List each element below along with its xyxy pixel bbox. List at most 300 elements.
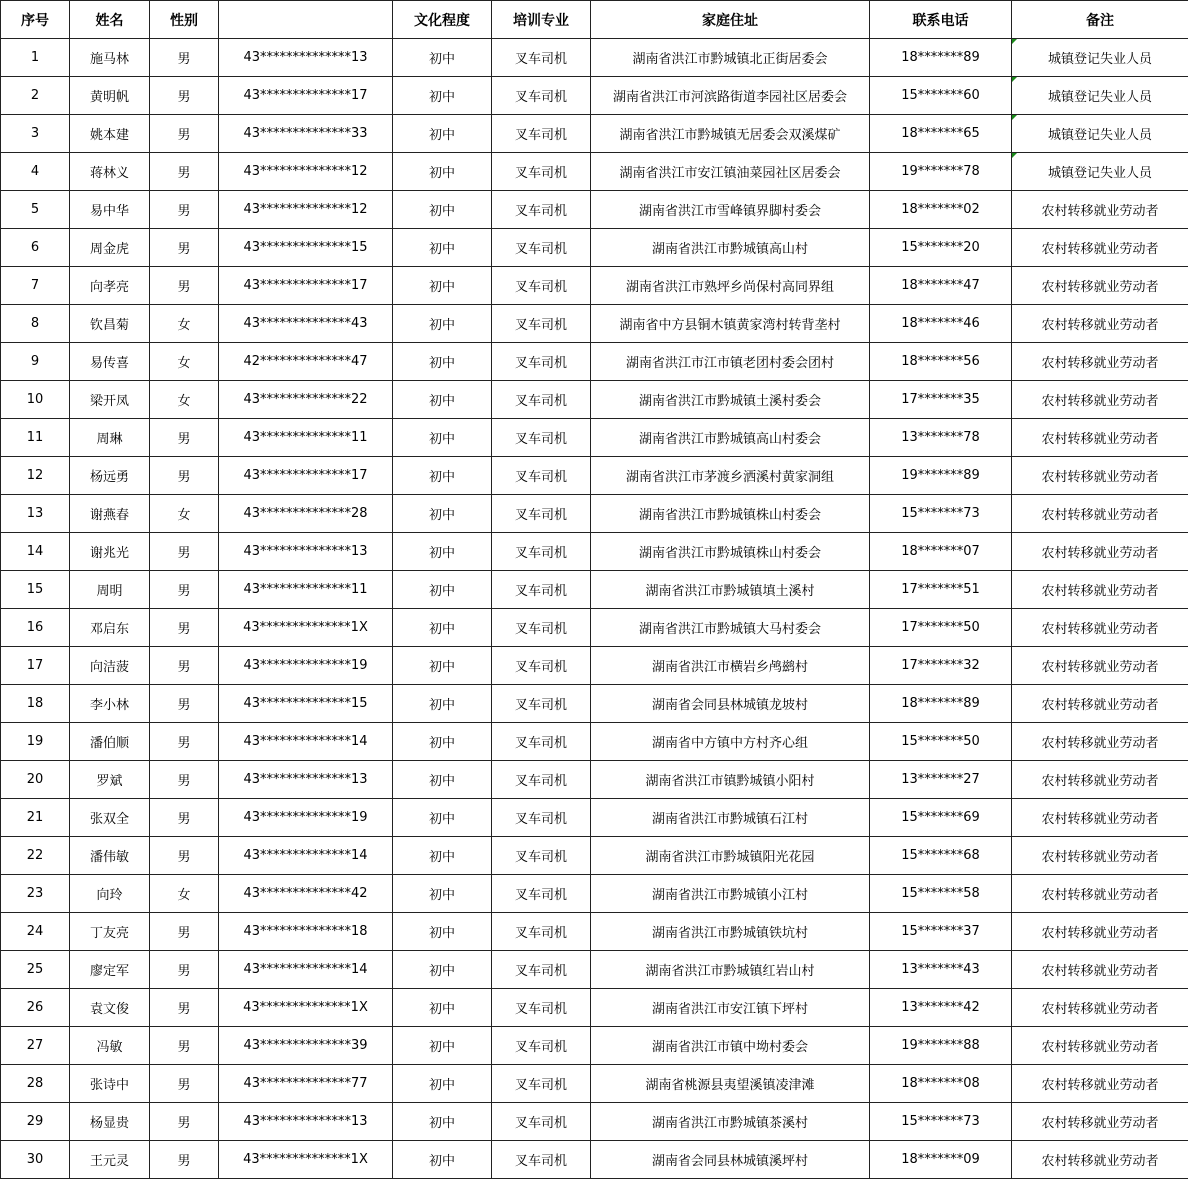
cell-no: 9 (1, 343, 70, 381)
table-row (1, 761, 1188, 799)
cell-note: 农村转移就业劳动者 (1012, 875, 1188, 913)
cell-name: 钦昌菊 (70, 305, 150, 343)
cell-education: 初中 (393, 381, 492, 419)
cell-address: 湖南省洪江市镇黔城镇小阳村 (591, 761, 870, 799)
cell-id-number: 43**************12 (219, 191, 393, 229)
cell-name: 杨远勇 (70, 457, 150, 495)
cell-phone: 18*******08 (870, 1065, 1012, 1103)
cell-note: 农村转移就业劳动者 (1012, 799, 1188, 837)
table-row (1, 723, 1188, 761)
cell-phone: 17*******32 (870, 647, 1012, 685)
table-row (1, 153, 1188, 191)
cell-id-number: 43**************33 (219, 115, 393, 153)
cell-major: 叉车司机 (492, 153, 591, 191)
cell-gender: 男 (150, 571, 219, 609)
cell-note: 农村转移就业劳动者 (1012, 381, 1188, 419)
cell-note: 农村转移就业劳动者 (1012, 343, 1188, 381)
cell-address: 湖南省洪江市镇中坳村委会 (591, 1027, 870, 1065)
cell-phone: 15*******50 (870, 723, 1012, 761)
cell-name: 黄明帆 (70, 77, 150, 115)
cell-name: 张双全 (70, 799, 150, 837)
cell-major: 叉车司机 (492, 457, 591, 495)
cell-id-number: 43**************11 (219, 419, 393, 457)
table-row (1, 495, 1188, 533)
cell-id-number: 43**************17 (219, 77, 393, 115)
cell-note: 农村转移就业劳动者 (1012, 609, 1188, 647)
cell-id-number: 43**************15 (219, 685, 393, 723)
cell-major: 叉车司机 (492, 1065, 591, 1103)
cell-note: 城镇登记失业人员 (1012, 77, 1188, 115)
cell-no: 16 (1, 609, 70, 647)
cell-id-number: 43**************14 (219, 951, 393, 989)
cell-name: 梁开凤 (70, 381, 150, 419)
cell-name: 向孝亮 (70, 267, 150, 305)
cell-major: 叉车司机 (492, 951, 591, 989)
cell-no: 11 (1, 419, 70, 457)
cell-note: 农村转移就业劳动者 (1012, 761, 1188, 799)
table-row (1, 1103, 1188, 1141)
cell-address: 湖南省桃源县夷望溪镇凌津滩 (591, 1065, 870, 1103)
cell-education: 初中 (393, 761, 492, 799)
cell-major: 叉车司机 (492, 837, 591, 875)
cell-phone: 18*******65 (870, 115, 1012, 153)
cell-education: 初中 (393, 685, 492, 723)
cell-note: 农村转移就业劳动者 (1012, 913, 1188, 951)
cell-no: 20 (1, 761, 70, 799)
table-row (1, 419, 1188, 457)
cell-gender: 女 (150, 305, 219, 343)
cell-major: 叉车司机 (492, 419, 591, 457)
cell-name: 周金虎 (70, 229, 150, 267)
cell-note: 农村转移就业劳动者 (1012, 305, 1188, 343)
table-row (1, 647, 1188, 685)
cell-major: 叉车司机 (492, 305, 591, 343)
cell-education: 初中 (393, 533, 492, 571)
cell-no: 30 (1, 1141, 70, 1179)
table-row (1, 1141, 1188, 1179)
cell-note: 农村转移就业劳动者 (1012, 685, 1188, 723)
cell-note: 城镇登记失业人员 (1012, 153, 1188, 191)
cell-phone: 18*******89 (870, 39, 1012, 77)
cell-phone: 18*******56 (870, 343, 1012, 381)
cell-gender: 男 (150, 457, 219, 495)
cell-address: 湖南省洪江市黔城镇阳光花园 (591, 837, 870, 875)
cell-gender: 男 (150, 267, 219, 305)
cell-education: 初中 (393, 1027, 492, 1065)
header-name: 姓名 (70, 1, 150, 39)
cell-note: 农村转移就业劳动者 (1012, 495, 1188, 533)
cell-id-number: 43**************19 (219, 647, 393, 685)
cell-name: 丁友亮 (70, 913, 150, 951)
cell-address: 湖南省洪江市雪峰镇界脚村委会 (591, 191, 870, 229)
cell-no: 7 (1, 267, 70, 305)
cell-phone: 15*******20 (870, 229, 1012, 267)
table-row (1, 837, 1188, 875)
cell-major: 叉车司机 (492, 381, 591, 419)
cell-gender: 男 (150, 77, 219, 115)
header-row (1, 1, 1188, 39)
cell-name: 邓启东 (70, 609, 150, 647)
cell-note: 农村转移就业劳动者 (1012, 229, 1188, 267)
cell-no: 17 (1, 647, 70, 685)
cell-name: 谢燕春 (70, 495, 150, 533)
cell-id-number: 43**************13 (219, 39, 393, 77)
cell-phone: 19*******78 (870, 153, 1012, 191)
cell-address: 湖南省洪江市安江镇油菜园社区居委会 (591, 153, 870, 191)
cell-education: 初中 (393, 115, 492, 153)
cell-id-number: 43**************18 (219, 913, 393, 951)
cell-phone: 15*******73 (870, 495, 1012, 533)
cell-gender: 女 (150, 495, 219, 533)
cell-id-number: 43**************1X (219, 989, 393, 1027)
cell-gender: 男 (150, 647, 219, 685)
cell-no: 28 (1, 1065, 70, 1103)
cell-name: 杨显贵 (70, 1103, 150, 1141)
cell-name: 向玲 (70, 875, 150, 913)
cell-address: 湖南省洪江市黔城镇株山村委会 (591, 495, 870, 533)
cell-major: 叉车司机 (492, 495, 591, 533)
cell-name: 张诗中 (70, 1065, 150, 1103)
cell-phone: 13*******42 (870, 989, 1012, 1027)
cell-phone: 18*******09 (870, 1141, 1012, 1179)
cell-address: 湖南省洪江市河滨路街道李园社区居委会 (591, 77, 870, 115)
cell-gender: 女 (150, 875, 219, 913)
cell-no: 15 (1, 571, 70, 609)
cell-address: 湖南省洪江市黔城镇红岩山村 (591, 951, 870, 989)
table-row (1, 685, 1188, 723)
cell-major: 叉车司机 (492, 39, 591, 77)
cell-phone: 17*******51 (870, 571, 1012, 609)
table-row (1, 77, 1188, 115)
table-body (1, 39, 1188, 1179)
cell-major: 叉车司机 (492, 799, 591, 837)
cell-address: 湖南省洪江市横岩乡鸬鹚村 (591, 647, 870, 685)
cell-id-number: 43**************13 (219, 761, 393, 799)
cell-name: 易中华 (70, 191, 150, 229)
header-phone: 联系电话 (870, 1, 1012, 39)
cell-major: 叉车司机 (492, 685, 591, 723)
cell-name: 蒋林义 (70, 153, 150, 191)
cell-id-number: 43**************28 (219, 495, 393, 533)
cell-phone: 15*******69 (870, 799, 1012, 837)
cell-name: 施马林 (70, 39, 150, 77)
cell-education: 初中 (393, 305, 492, 343)
cell-id-number: 43**************17 (219, 457, 393, 495)
cell-name: 潘伟敏 (70, 837, 150, 875)
cell-major: 叉车司机 (492, 609, 591, 647)
cell-name: 向洁菠 (70, 647, 150, 685)
cell-major: 叉车司机 (492, 1103, 591, 1141)
cell-no: 4 (1, 153, 70, 191)
table-row (1, 115, 1188, 153)
cell-major: 叉车司机 (492, 571, 591, 609)
cell-education: 初中 (393, 495, 492, 533)
cell-phone: 19*******88 (870, 1027, 1012, 1065)
cell-education: 初中 (393, 913, 492, 951)
cell-no: 14 (1, 533, 70, 571)
cell-education: 初中 (393, 837, 492, 875)
cell-gender: 男 (150, 115, 219, 153)
cell-address: 湖南省洪江市黔城镇石江村 (591, 799, 870, 837)
cell-no: 25 (1, 951, 70, 989)
cell-no: 13 (1, 495, 70, 533)
cell-note: 农村转移就业劳动者 (1012, 1103, 1188, 1141)
cell-phone: 15*******73 (870, 1103, 1012, 1141)
cell-name: 罗斌 (70, 761, 150, 799)
header-major: 培训专业 (492, 1, 591, 39)
cell-note: 农村转移就业劳动者 (1012, 837, 1188, 875)
cell-no: 26 (1, 989, 70, 1027)
cell-note: 农村转移就业劳动者 (1012, 989, 1188, 1027)
table-row (1, 305, 1188, 343)
cell-education: 初中 (393, 571, 492, 609)
table-row (1, 229, 1188, 267)
cell-name: 冯敏 (70, 1027, 150, 1065)
cell-gender: 男 (150, 1065, 219, 1103)
cell-education: 初中 (393, 39, 492, 77)
cell-note: 农村转移就业劳动者 (1012, 647, 1188, 685)
table-row (1, 457, 1188, 495)
cell-name: 王元灵 (70, 1141, 150, 1179)
cell-education: 初中 (393, 1141, 492, 1179)
table-row (1, 533, 1188, 571)
cell-no: 24 (1, 913, 70, 951)
cell-education: 初中 (393, 989, 492, 1027)
cell-major: 叉车司机 (492, 343, 591, 381)
cell-no: 18 (1, 685, 70, 723)
cell-id-number: 43**************13 (219, 533, 393, 571)
cell-phone: 13*******78 (870, 419, 1012, 457)
cell-address: 湖南省洪江市茅渡乡洒溪村黄家洞组 (591, 457, 870, 495)
cell-gender: 男 (150, 191, 219, 229)
cell-address: 湖南省洪江市黔城镇无居委会双溪煤矿 (591, 115, 870, 153)
cell-note: 农村转移就业劳动者 (1012, 723, 1188, 761)
cell-id-number: 43**************15 (219, 229, 393, 267)
cell-no: 29 (1, 1103, 70, 1141)
cell-major: 叉车司机 (492, 989, 591, 1027)
cell-note: 农村转移就业劳动者 (1012, 533, 1188, 571)
cell-no: 27 (1, 1027, 70, 1065)
table-row (1, 343, 1188, 381)
cell-major: 叉车司机 (492, 1027, 591, 1065)
cell-phone: 18*******89 (870, 685, 1012, 723)
cell-gender: 男 (150, 419, 219, 457)
cell-no: 8 (1, 305, 70, 343)
cell-gender: 男 (150, 229, 219, 267)
table-row (1, 381, 1188, 419)
cell-major: 叉车司机 (492, 533, 591, 571)
cell-name: 易传喜 (70, 343, 150, 381)
table-header (1, 1, 1188, 39)
cell-major: 叉车司机 (492, 761, 591, 799)
cell-phone: 18*******02 (870, 191, 1012, 229)
cell-no: 3 (1, 115, 70, 153)
table-row (1, 799, 1188, 837)
cell-gender: 男 (150, 153, 219, 191)
cell-gender: 女 (150, 381, 219, 419)
cell-major: 叉车司机 (492, 875, 591, 913)
cell-note: 城镇登记失业人员 (1012, 39, 1188, 77)
cell-education: 初中 (393, 153, 492, 191)
cell-address: 湖南省洪江市黔城镇大马村委会 (591, 609, 870, 647)
cell-no: 1 (1, 39, 70, 77)
cell-major: 叉车司机 (492, 191, 591, 229)
cell-id-number: 43**************42 (219, 875, 393, 913)
cell-address: 湖南省洪江市黔城镇铁坑村 (591, 913, 870, 951)
table-row (1, 571, 1188, 609)
cell-major: 叉车司机 (492, 229, 591, 267)
cell-phone: 15*******58 (870, 875, 1012, 913)
cell-major: 叉车司机 (492, 1141, 591, 1179)
cell-education: 初中 (393, 191, 492, 229)
cell-no: 10 (1, 381, 70, 419)
cell-phone: 18*******46 (870, 305, 1012, 343)
cell-major: 叉车司机 (492, 913, 591, 951)
cell-phone: 13*******43 (870, 951, 1012, 989)
cell-gender: 男 (150, 799, 219, 837)
cell-id-number: 43**************1X (219, 609, 393, 647)
cell-id-number: 43**************43 (219, 305, 393, 343)
cell-phone: 13*******27 (870, 761, 1012, 799)
cell-note: 农村转移就业劳动者 (1012, 951, 1188, 989)
cell-gender: 女 (150, 343, 219, 381)
cell-phone: 17*******35 (870, 381, 1012, 419)
table-row (1, 951, 1188, 989)
cell-education: 初中 (393, 457, 492, 495)
cell-education: 初中 (393, 799, 492, 837)
cell-address: 湖南省洪江市黔城镇土溪村委会 (591, 381, 870, 419)
cell-major: 叉车司机 (492, 115, 591, 153)
cell-gender: 男 (150, 39, 219, 77)
cell-name: 李小林 (70, 685, 150, 723)
cell-gender: 男 (150, 685, 219, 723)
cell-note: 农村转移就业劳动者 (1012, 1141, 1188, 1179)
cell-address: 湖南省洪江市黔城镇高山村 (591, 229, 870, 267)
cell-name: 周明 (70, 571, 150, 609)
cell-note: 农村转移就业劳动者 (1012, 457, 1188, 495)
header-note: 备注 (1012, 1, 1188, 39)
table-row (1, 989, 1188, 1027)
cell-note: 农村转移就业劳动者 (1012, 571, 1188, 609)
cell-note: 农村转移就业劳动者 (1012, 419, 1188, 457)
cell-education: 初中 (393, 723, 492, 761)
cell-education: 初中 (393, 267, 492, 305)
cell-id-number: 43**************14 (219, 837, 393, 875)
table-row (1, 913, 1188, 951)
cell-gender: 男 (150, 951, 219, 989)
cell-id-number: 43**************19 (219, 799, 393, 837)
header-no: 序号 (1, 1, 70, 39)
cell-major: 叉车司机 (492, 723, 591, 761)
cell-name: 姚本建 (70, 115, 150, 153)
cell-phone: 15*******60 (870, 77, 1012, 115)
cell-name: 周琳 (70, 419, 150, 457)
cell-name: 潘伯顺 (70, 723, 150, 761)
cell-no: 22 (1, 837, 70, 875)
cell-address: 湖南省洪江市黔城镇小江村 (591, 875, 870, 913)
cell-education: 初中 (393, 875, 492, 913)
cell-id-number: 43**************11 (219, 571, 393, 609)
header-gender: 性别 (150, 1, 219, 39)
cell-address: 湖南省洪江市黔城镇填土溪村 (591, 571, 870, 609)
cell-education: 初中 (393, 343, 492, 381)
cell-gender: 男 (150, 609, 219, 647)
cell-no: 21 (1, 799, 70, 837)
cell-address: 湖南省中方镇中方村齐心组 (591, 723, 870, 761)
cell-id-number: 43**************39 (219, 1027, 393, 1065)
cell-education: 初中 (393, 647, 492, 685)
cell-phone: 18*******47 (870, 267, 1012, 305)
cell-address: 湖南省洪江市江市镇老团村委会团村 (591, 343, 870, 381)
cell-no: 5 (1, 191, 70, 229)
cell-major: 叉车司机 (492, 77, 591, 115)
cell-name: 廖定军 (70, 951, 150, 989)
cell-note: 农村转移就业劳动者 (1012, 1027, 1188, 1065)
table-row (1, 1065, 1188, 1103)
cell-gender: 男 (150, 989, 219, 1027)
cell-gender: 男 (150, 1027, 219, 1065)
cell-address: 湖南省洪江市安江镇下坪村 (591, 989, 870, 1027)
cell-education: 初中 (393, 1065, 492, 1103)
cell-no: 12 (1, 457, 70, 495)
cell-gender: 男 (150, 533, 219, 571)
cell-education: 初中 (393, 609, 492, 647)
table-row (1, 609, 1188, 647)
cell-id-number: 43**************22 (219, 381, 393, 419)
cell-no: 2 (1, 77, 70, 115)
cell-education: 初中 (393, 77, 492, 115)
cell-id-number: 43**************12 (219, 153, 393, 191)
cell-no: 6 (1, 229, 70, 267)
cell-gender: 男 (150, 1141, 219, 1179)
cell-id-number: 43**************17 (219, 267, 393, 305)
cell-gender: 男 (150, 1103, 219, 1141)
table-row (1, 191, 1188, 229)
cell-id-number: 42**************47 (219, 343, 393, 381)
cell-address: 湖南省洪江市黔城镇高山村委会 (591, 419, 870, 457)
cell-address: 湖南省洪江市熟坪乡尚保村高同界组 (591, 267, 870, 305)
cell-phone: 19*******89 (870, 457, 1012, 495)
cell-education: 初中 (393, 229, 492, 267)
cell-address: 湖南省会同县林城镇龙坡村 (591, 685, 870, 723)
cell-phone: 15*******37 (870, 913, 1012, 951)
cell-address: 湖南省洪江市黔城镇茶溪村 (591, 1103, 870, 1141)
cell-gender: 男 (150, 913, 219, 951)
cell-major: 叉车司机 (492, 267, 591, 305)
table-row (1, 875, 1188, 913)
cell-education: 初中 (393, 951, 492, 989)
cell-note: 农村转移就业劳动者 (1012, 1065, 1188, 1103)
table-row (1, 1027, 1188, 1065)
header-education: 文化程度 (393, 1, 492, 39)
cell-gender: 男 (150, 761, 219, 799)
cell-address: 湖南省洪江市黔城镇北正街居委会 (591, 39, 870, 77)
cell-address: 湖南省会同县林城镇溪坪村 (591, 1141, 870, 1179)
table-row (1, 267, 1188, 305)
cell-gender: 男 (150, 723, 219, 761)
cell-education: 初中 (393, 1103, 492, 1141)
cell-phone: 18*******07 (870, 533, 1012, 571)
cell-no: 23 (1, 875, 70, 913)
cell-note: 城镇登记失业人员 (1012, 115, 1188, 153)
table-row (1, 39, 1188, 77)
cell-note: 农村转移就业劳动者 (1012, 267, 1188, 305)
cell-name: 谢兆光 (70, 533, 150, 571)
header-address: 家庭住址 (591, 1, 870, 39)
cell-phone: 17*******50 (870, 609, 1012, 647)
cell-note: 农村转移就业劳动者 (1012, 191, 1188, 229)
cell-id-number: 43**************1X (219, 1141, 393, 1179)
